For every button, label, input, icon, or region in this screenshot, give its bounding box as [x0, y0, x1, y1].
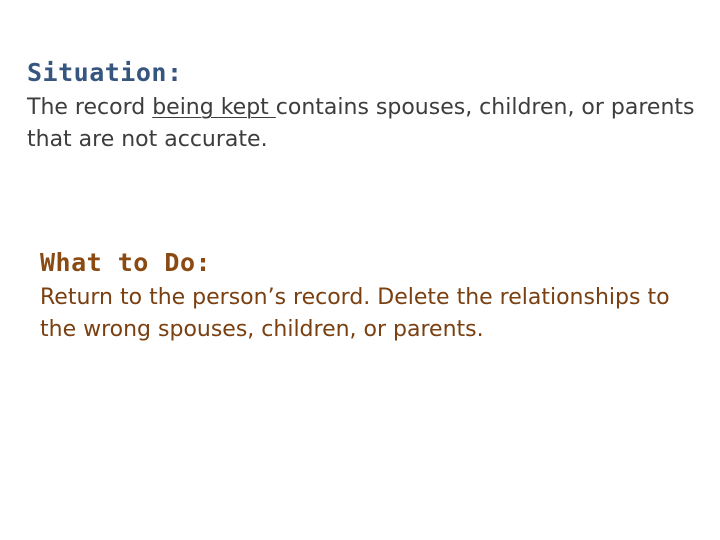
what-to-do-section: [40, 246, 700, 346]
situation-text-before: The record: [27, 95, 153, 120]
what-to-do-heading: What to Do:: [40, 248, 212, 277]
situation-text-underlined: being kept: [152, 95, 276, 120]
situation-text: [27, 92, 707, 156]
situation-section: [27, 56, 707, 156]
situation-text-after: contains spouses, children, or parents that are not accurate.: [27, 95, 695, 152]
what-to-do-text: Return to the person’s record. Delete the relationships to the wrong spouses, children, or parents.: [40, 285, 670, 342]
situation-heading: Situation:: [27, 58, 183, 87]
